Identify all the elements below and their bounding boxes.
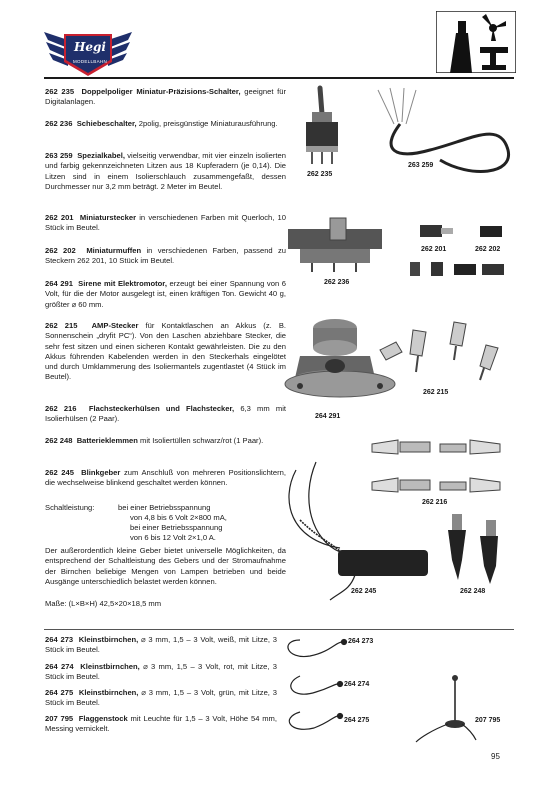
entry-262235: 262 235 Doppelpoliger Miniatur-Präzisions-Schalter, geeignet für Digitalanlagen. — [45, 87, 287, 107]
blink-line-3: bei einer Betriebsspannung — [130, 523, 223, 532]
page-number: 95 — [491, 752, 500, 761]
entry-262248: 262 248 Batterieklemmen mit Isoliertüllen schwarz/rot (1 Paar). — [45, 436, 264, 445]
caption-262235: 262 235 — [307, 171, 333, 178]
entry-207795: 207 795 Flaggenstock mit Leuchte für 1,5 – 3 Volt, Höhe 54 mm, Messing vernickelt. — [45, 714, 277, 734]
logo-wordmark: Hegi — [74, 40, 106, 54]
entry-264274: 264 274 Kleinstbirnchen, ⌀ 3 mm, 1,5 – 3 Volt, rot, mit Litze, 3 Stück im Beutel. — [45, 662, 277, 682]
caption-264275: 264 275 — [344, 717, 370, 724]
toggle-switch-image — [306, 88, 338, 164]
logo-subtitle: MODELLBAHN — [72, 59, 107, 64]
flat-connectors-image — [372, 440, 500, 492]
caption-262248: 262 248 — [460, 588, 486, 595]
battery-clamps-image — [448, 514, 498, 584]
entry-263259: 263 259 Spezialkabel, vielseitig verwendbar, mit vier einzeln isolierten und farbig gekennzeichneten Litzen aus 18 Kupferadern (je 0,14). Die Litzen sind in einem Isolierschlauch zusammengefaßt, dessen Durchmesser nur 3,2 mm beträgt. 2 Meter im Beutel. — [45, 151, 286, 191]
mini-bulbs-image — [288, 640, 347, 730]
caption-262236: 262 236 — [324, 279, 350, 286]
caption-262245: 262 245 — [351, 588, 377, 595]
cable-image — [378, 88, 509, 171]
caption-263259: 263 259 — [408, 162, 434, 169]
blink-line-2: von 4,8 bis 6 Volt 2×800 mA, — [130, 513, 227, 522]
blink-label: Schaltleistung: — [45, 503, 95, 512]
caption-262202: 262 202 — [475, 246, 501, 253]
blink-line-1: bei einer Betriebsspannung — [118, 503, 211, 512]
caption-264273: 264 273 — [348, 638, 374, 645]
caption-264274: 264 274 — [344, 681, 370, 688]
entry-264275: 264 275 Kleinstbirnchen, ⌀ 3 mm, 1,5 – 3 Volt, grün, mit Litze, 3 Stück im Beutel. — [45, 688, 277, 708]
entry-262215: 262 215 AMP-Stecker für Kontaktlaschen an Akkus (z. B. Sonnenschein „dryfit PC“). Von den Laschen abziehbare Stecker, die sehr fest sitzen und einen sicheren Kontakt gewährleisten. Die zu den Akkus führenden Kabelenden werden in den Steckerhals eingelötet und durch Umklammerung des Isoliermantels zugentlastet (4 Stück im Beutel). — [45, 321, 286, 382]
slide-switch-image — [288, 218, 382, 272]
blink-line-4: von 6 bis 12 Volt 2×1,0 A. — [130, 533, 216, 542]
caption-262216: 262 216 — [422, 499, 448, 506]
entry-262202: 262 202 Miniaturmuffen in verschiedenen Farben, passend zu Steckern 262 201, 10 Stück im Beutel. — [45, 246, 286, 266]
flag-pole-image — [416, 675, 476, 742]
blink-dimensions: Maße: (L×B×H) 42,5×20×18,5 mm — [45, 599, 162, 608]
siren-image — [285, 319, 395, 397]
entry-262245: 262 245 Blinkgeber zum Anschluß von mehreren Positionslichtern, die wechselweise blinkend geschaltet werden können. — [45, 468, 286, 488]
entry-262216: 262 216 Flachsteckerhülsen und Flachstecker, 6,3 mm mit Isolierhülsen (2 Paar). — [45, 404, 286, 424]
caption-207795: 207 795 — [475, 717, 501, 724]
caption-262215: 262 215 — [423, 389, 449, 396]
entry-262201: 262 201 Miniaturstecker in verschiedenen Farben mit Querloch, 10 Stück im Beutel. — [45, 213, 286, 233]
caption-264291: 264 291 — [315, 413, 341, 420]
entry-262236: 262 236 Schiebeschalter, 2polig, preisgünstige Miniaturausführung. — [45, 119, 278, 128]
caption-262201: 262 201 — [421, 246, 447, 253]
blink-paragraph: Der außerordentlich kleine Geber bietet universelle Möglichkeiten, da entsprechend der Schaltleistung des Gebers und der Stromaufnahme der Birnchen beliebige Mengen von Lampen betrieben und beide Ausgänge unterschiedlich belastet werden können. — [45, 546, 286, 586]
amp-plugs-image — [380, 322, 498, 380]
entry-264273: 264 273 Kleinstbirnchen, ⌀ 3 mm, 1,5 – 3 Volt, weiß, mit Litze, 3 Stück im Beutel. — [45, 635, 277, 655]
entry-264291: 264 291 Sirene mit Elektromotor, erzeugt bei einer Spannung von 6 Volt, für die der Motor ausgelegt ist, einen kräftigen Ton. Gewicht 40 g, größter ⌀ 60 mm. — [45, 279, 286, 309]
